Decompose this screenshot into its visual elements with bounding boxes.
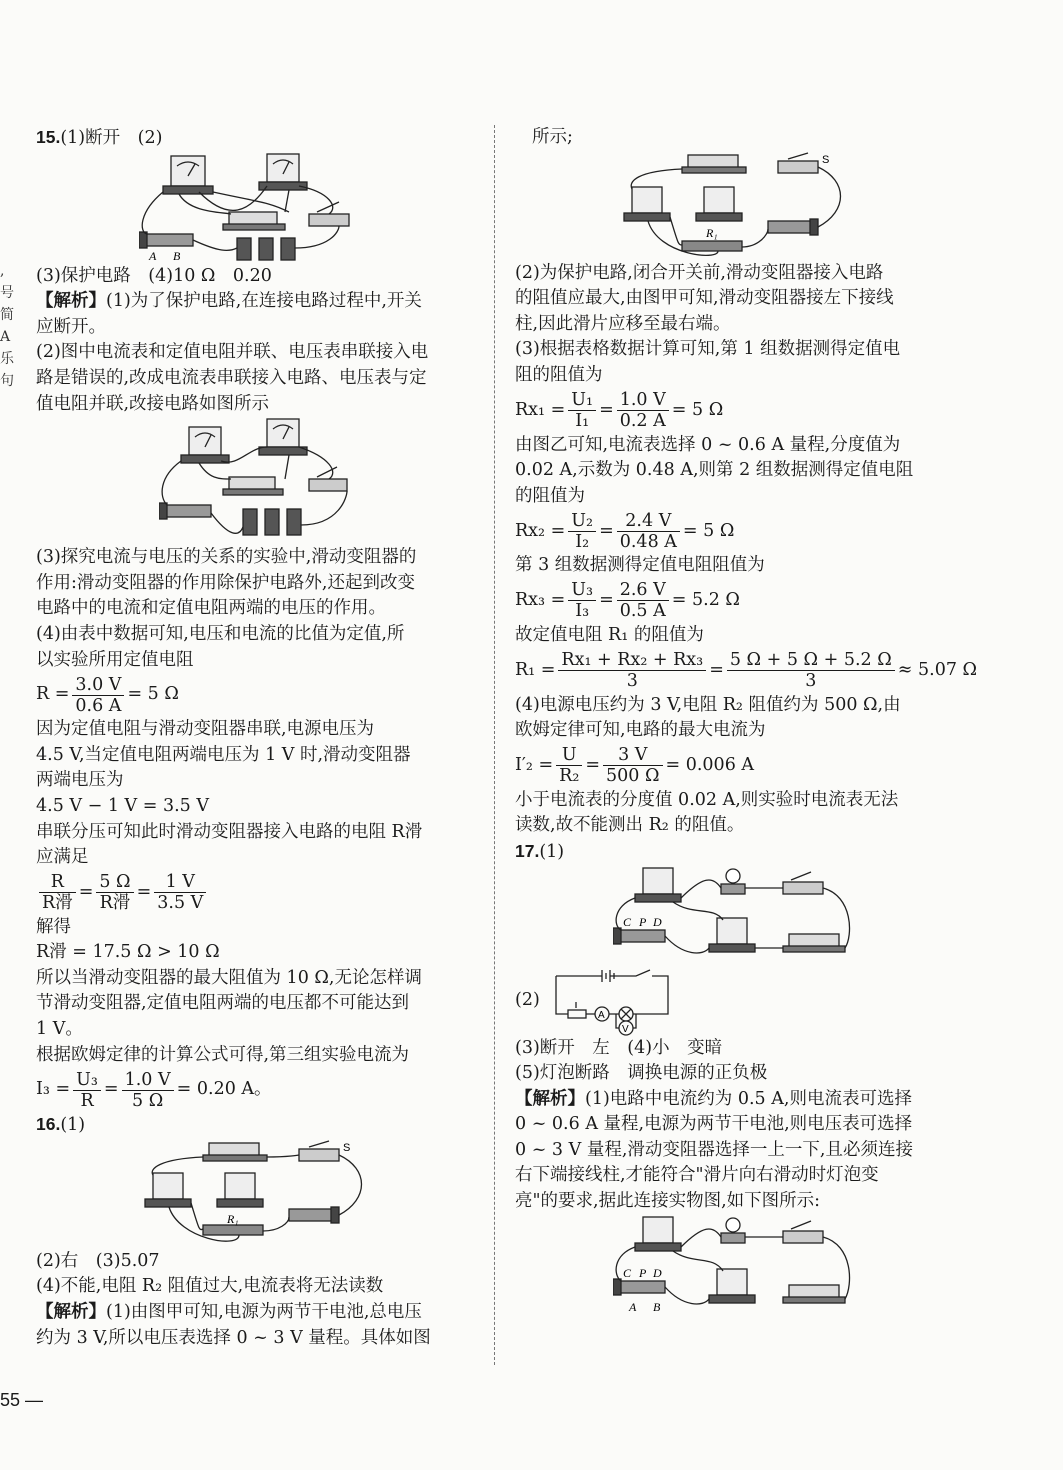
circuit-diagram-q16-answer: [618, 151, 858, 261]
terminal-label-b: B: [652, 1299, 660, 1314]
terminal-label-d: D: [652, 1265, 662, 1280]
circuit-diagram-q16: [139, 1139, 379, 1249]
analysis-tag: 【解析】: [36, 1302, 106, 1323]
circuit-diagram-q17-real: [613, 866, 863, 966]
column-divider: [494, 125, 495, 1365]
q15-answer-line2: (3)保护电路 (4)10 Ω 0.20: [36, 265, 272, 286]
question-number: 16.: [36, 1114, 61, 1135]
switch-label-s: S: [342, 1141, 350, 1154]
question-number: 17.: [515, 840, 540, 861]
question-number: 15.: [36, 127, 61, 147]
right-column: 所示; R₁ S (2)为保护电路,闭合开关前,滑动变阻器接入电路 的阻值应最大,由图甲可知,滑动变阻器接左下接线 柱,因此滑片应移至最右端。 (3)根据表格数据计算可知,第 1 组数据测得定值电 阻的阻值为 Rx₁ = $\frac{\text{U₁}}{\text{I₁}}$ = $\frac{1.0 V}{0.2 A}$ = 5 Ω 由图乙可知,电流表选择 0 ~ 0.6 A 量程,分度值为 0.02 A,示数为 0.48 A,则第 2 组数据测得定值电阻 的阻值为 Rx₂ = $\frac{\text{U₂}}{\text{I₂}}$ = $\frac{2.4 V}{0.48 A}$ = 5 Ω 第 3 组数据测得定值电阻阻值为 Rx₃ = $\frac{\text{U₃}}{\text{I₃}}$ = $\frac{2.6 V}{0.5 A}$ = 5.2 Ω 故定值电阻 R₁ 的阻值为 R₁ = $\frac{\text{Rx₁ + Rx₂ + Rx₃}}{3}$ = $\frac{5 \Omega + 5 \Omega + 5.2 \Omega}{3}$ ≈ 5.07 Ω (4)电源电压约为 3 V,电阻 R₂ 阻值约为 500 Ω,由 欧姆定律可知,电路的最大电流为 I′₂ = $\frac{U}{\text{R₂}}$ = $\frac{3 V}{500 \Omega}$ = 0.006 A 小于电流表的分度值 0.02 A,则实验时电流表无法 读数,故不能测出 R₂ 的阻值。 17.(1) C P D (2) A V (3)断开 左 (4)小 变暗 (5)灯泡断路 调换电源的正负极 【解析】(1)电路中电流约为 0.5 A,则电流表可选择 0 ~ 0.6 A 量程,电源为两节干电池,则电压表可选择 0 ~ 3 V 量程,滑动变阻器选择一上一下,且必须连接 右下端接线柱,才能符合"滑片向右滑动时灯泡变 亮"的要求,据此连接实物图,如下图所示: C P D A B: [515, 127, 978, 1314]
terminal-label-a: A: [148, 248, 156, 263]
equation-current: I₃ = $\frac{\text{U₃}}{R}$ = $\frac{1.0 V}{5 \Omega}$ = 0.20 A。: [36, 1069, 272, 1111]
terminal-label-c: C: [622, 1265, 631, 1280]
terminal-label-c: C: [622, 914, 631, 929]
q17-answer-line2: (2) A V: [515, 966, 960, 1036]
q16-answer-line1: 16.(1): [36, 1114, 86, 1136]
circuit-diagram-q15-wrong: [139, 152, 379, 264]
equation-resistance: R = $\frac{3.0 V}{0.6 A}$ = 5 Ω: [36, 674, 179, 716]
q15-answer-line1: 15.(1)断开 (2): [36, 127, 163, 148]
q17-answer-line1: 17.(1): [515, 840, 565, 862]
terminal-label-a: A: [628, 1299, 636, 1314]
terminal-label-b: B: [172, 248, 180, 263]
voltmeter-symbol: V: [621, 1023, 629, 1035]
resistor-label-r1: R₁: [705, 225, 718, 240]
analysis-tag: 【解析】: [515, 1088, 585, 1109]
edge-fragment-text: , 号 简 A 乐 句: [0, 263, 14, 389]
equation-max-current: I′₂ = $\frac{U}{\text{R₂}}$ = $\frac{3 V}{500 \Omega}$ = 0.006 A: [515, 745, 755, 787]
left-column: 15.(1)断开 (2) A B (3)保护电路 (4)10 Ω 0.20 【解析】(1)为了保护电路,在连接电路过程中,开关 应断开。 (2)图中电流表和定值电阻并联、电压表串联接入电 路是错误的,改成电流表串联接入电路、电压表与定 值电阻并联,改接电路如图所示 (3)探究电流与电压的关系的实验中,滑动变阻器的 作用:滑动变阻器的作用除保护电路外,还起到改变 电路中的电流和定值电阻两端的电压的作用。 (4)由表中数据可知,电压和电流的比值为定值,所 以实验所用定值电阻 R = $\frac{3.0 V}{0.6 A}$ = 5 Ω 因为定值电阻与滑动变阻器串联,电源电压为 4.5 V,当定值电阻两端电压为 1 V 时,滑动变阻器 两端电压为 4.5 V − 1 V = 3.5 V 串联分压可知此时滑动变阻器接入电路的电阻 R滑 应满足 $\frac{R}{\text{R滑}}$ = $\frac{5 \Omega}{\text{R滑}}$ = $\frac{1 V}{3.5 V}$ 解得 R滑 = 17.5 Ω > 10 Ω 所以当滑动变阻器的最大阻值为 10 Ω,无论怎样调 节滑动变阻器,定值电阻两端的电压都不可能达到 1 V。 根据欧姆定律的计算公式可得,第三组实验电流为 I₃ = $\frac{\text{U₃}}{R}$ = $\frac{1.0 V}{5 \Omega}$ = 0.20 A。 16.(1) R₁ S (2)右 (3)5.07 (4)不能,电阻 R₂ 阻值过大,电流表将无法读数 【解析】(1)由图甲可知,电源为两节干电池,总电压 约为 3 V,所以电压表选择 0 ~ 3 V 量程。具体如图: [36, 125, 481, 1351]
circuit-diagram-q17-answer: [613, 1215, 863, 1315]
equation-voltage-ratio: $\frac{R}{\text{R滑}}$ = $\frac{5 \Omega}{\text{R滑}}$ = $\frac{1 V}{3.5 V}$: [36, 871, 481, 915]
equation-rx3: Rx₃ = $\frac{\text{U₃}}{\text{I₃}}$ = $\frac{2.6 V}{0.5 A}$ = 5.2 Ω: [515, 580, 740, 622]
resistor-label-r1: R₁: [226, 1211, 239, 1226]
terminal-label-p: P: [638, 1265, 646, 1280]
terminal-label-p: P: [638, 914, 646, 929]
equation-rx2: Rx₂ = $\frac{\text{U₂}}{\text{I₂}}$ = $\frac{2.4 V}{0.48 A}$ = 5 Ω: [515, 510, 735, 552]
switch-label-s: S: [821, 153, 829, 166]
equation-r1-average: R₁ = $\frac{\text{Rx₁ + Rx₂ + Rx₃}}{3}$ = $\frac{5 \Omega + 5 \Omega + 5.2 \Omega}{3}$ ≈ 5.07 Ω: [515, 650, 978, 692]
circuit-diagram-q15-corrected: [159, 417, 359, 545]
circuit-schematic-q17: [546, 966, 676, 1036]
equation-rx1: Rx₁ = $\frac{\text{U₁}}{\text{I₁}}$ = $\frac{1.0 V}{0.2 A}$ = 5 Ω: [515, 390, 724, 432]
terminal-label-d: D: [652, 914, 662, 929]
ammeter-symbol: A: [597, 1009, 605, 1021]
analysis-tag: 【解析】: [36, 291, 106, 312]
page-number: 55 —: [0, 1390, 44, 1410]
